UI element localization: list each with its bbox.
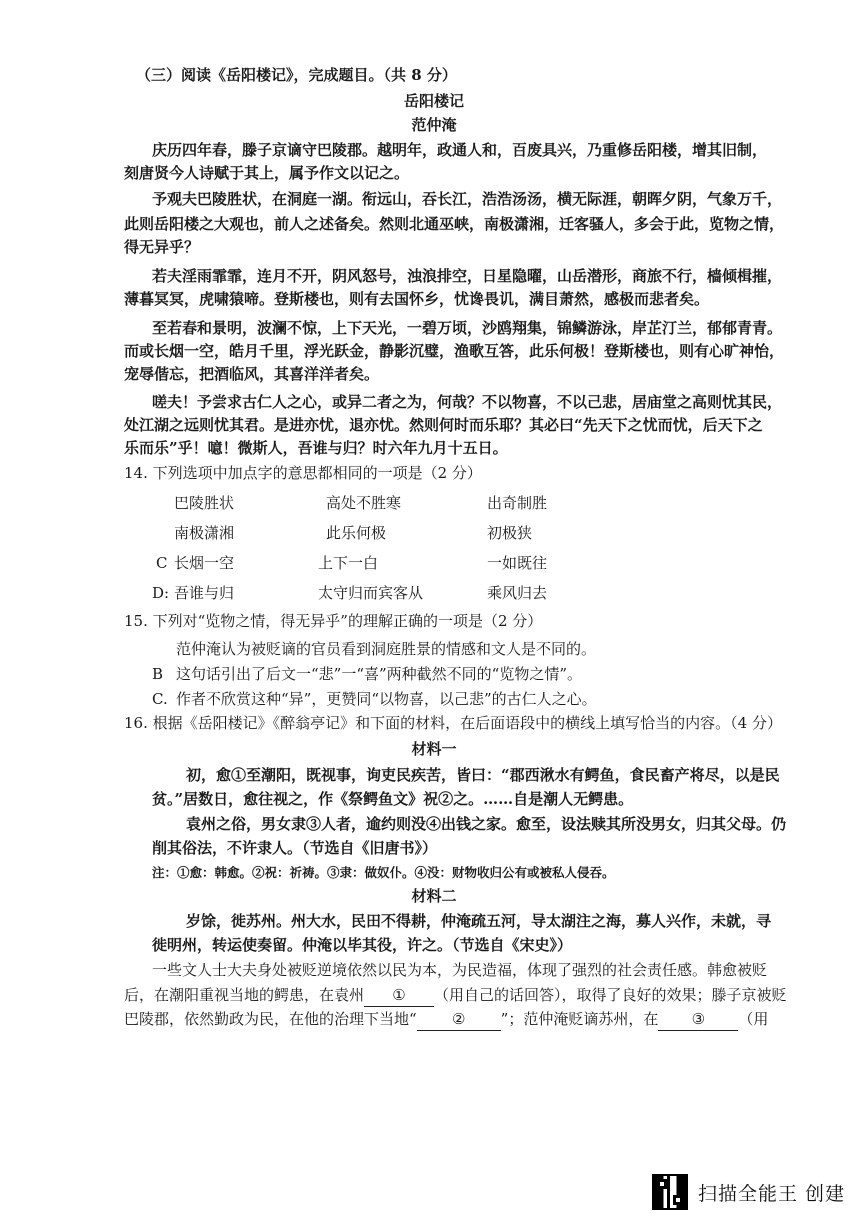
article-p4-line1: 至若春和景明，波澜不惊，上下天光，一碧万顷，沙鸥翔集，锦鳞游泳，岸芷汀兰，郁郁青青。 [152,319,783,337]
answer-blank-1[interactable]: ① [364,984,434,1007]
article-p5-line3: 乐而乐”乎！噫！微斯人，吾谁与归？时六年九月十五日。 [124,439,508,457]
article-p4-line2: 而或长烟一空，皓月千里，浮光跃金，静影沉璧，渔歌互答，此乐何极！登斯楼也，则有心旷神怡， [124,342,785,360]
article-p3-line1: 若夫淫雨霏霏，连月不开，阴风怒号，浊浪排空，日星隐曜，山岳潜形，商旅不行，樯倾楫摧， [152,267,783,285]
q14-c-word2: 上下一白 [318,554,379,572]
article-p5-line2: 处江湖之远则忧其君。是进亦忧，退亦忧。然则何时而乐耶？其必曰“先天下之忧而忧，后天下之 [124,416,763,434]
exam-page: （三）阅读《岳阳楼记》，完成题目。（共 8 分） 岳阳楼记 范仲淹 庆历四年春，滕子京谪守巴陵郡。越明年，政通人和，百废具兴，乃重修岳阳楼，增其旧制， 刻唐贤今人诗赋于其上，属予作文以记之。 予观夫巴陵胜状，在洞庭一湖。衔远山，吞长江，浩浩汤汤，横无际涯，朝晖夕阴，气象万千， 此则岳阳楼之大观也，前人之述备矣。然则北通巫峡，南极潇湘，迁客骚人，多会于此，览物之情， 得无异乎？ 若夫淫雨霏霏，连月不开，阴风怒号，浊浪排空，日星隐曜，山岳潜形，商旅不行，樯倾楫摧， 薄暮冥冥，虎啸猿啼。登斯楼也，则有去国怀乡，忧谗畏讥，满目萧然，感极而悲者矣。 至若春和景明，波澜不惊，上下天光，一碧万顷，沙鸥翔集，锦鳞游泳，岸芷汀兰，郁郁青青。 而或长烟一空，皓月千里，浮光跃金，静影沉璧，渔歌互答，此乐何极！登斯楼也，则有心旷神怡， 宠辱偕忘，把酒临风，其喜洋洋者矣。 嗟夫！予尝求古仁人之心，或异二者之为，何哉？不以物喜，不以己悲，居庙堂之高则忧其民， 处江湖之远则忧其君。是进亦忧，退亦忧。然则何时而乐耶？其必曰“先天下之忧而忧，后天下之 乐而乐”乎！噫！微斯人，吾谁与归？时六年九月十五日。 14. 下列选项中加点字的意思都相同的一项是（2 分） 巴陵胜状 高处不胜寒 出奇制胜 南极潇湘 此乐何极 初极狭 C 长烟一空 上下一白 一如既往 D: 吾谁与归 太守归而宾客从 乘风归去 15. 下列对“览物之情，得无异乎”的理解正确的一项是（2 分） 范仲淹认为被贬谪的官员看到洞庭胜景的情感和文人是不同的。 B 这句话引出了后文一“悲”一“喜”两种截然不同的“览物之情”。 C. 作者不欣赏这种“异”，更赞同“以物喜，以己悲”的古仁人之心。 16. 根据《岳阳楼记》《醉翁亭记》和下面的材料，在后面语段中的横线上填写恰当的内容。（4 分） 材料一 初，愈①至潮阳，既视事，询吏民疾苦，皆曰：“郡西湫水有鳄鱼，食民畜产将尽，以是民 贫。”居数日，愈往视之，作《祭鳄鱼文》祝②之。……自是潮人无鳄患。 袁州之俗，男女隶③人者，逾约则没④出钱之家。愈至，设法赎其所没男女，归其父母。仍 削其俗法，不许隶人。（节选自《旧唐书》） 注：①愈：韩愈。②祝：祈祷。③隶：做奴仆。④没：财物收归公有或被私人侵吞。 材料二 岁馀，徙苏州。州大水，民田不得耕，仲淹疏五河，导太湖注之海，募人兴作，未就，寻 徙明州，转运使奏留。仲淹以毕其役，许之。（节选自《宋史》） 一些文人士大夫身处被贬逆境依然以民为本，为民造福，体现了强烈的社会责任感。韩愈被贬 后，在潮阳重视当地的鳄患，在袁州 ① （用自己的话回答），取得了良好的效果；滕子京被贬 巴陵郡，依然勤政为民，在他的治理下当地“ ② ”；范仲淹贬谪苏州，在 ③ （用 扫描全能王 创建 [0,0,868,1227]
q14-b-word3: 初极狭 [487,524,533,542]
article-p4-line3: 宠辱偕忘，把酒临风，其喜洋洋者矣。 [124,365,380,383]
material-1-line1: 初，愈①至潮阳，既视事，询吏民疾苦，皆曰：“郡西湫水有鳄鱼，食民畜产将尽，以是民 [186,766,780,784]
q14-c-word3: 一如既往 [487,554,548,572]
qr-code-icon [652,1174,688,1210]
q16-stem: 16. 根据《岳阳楼记》《醉翁亭记》和下面的材料，在后面语段中的横线上填写恰当的内容。（4 分） [124,714,782,732]
article-p1-line1: 庆历四年春，滕子京谪守巴陵郡。越明年，政通人和，百废具兴，乃重修岳阳楼，增其旧制， [152,141,768,159]
q14-c-word1: 长烟一空 [174,554,235,572]
material-1b-line2: 削其俗法，不许隶人。（节选自《旧唐书》） [152,839,438,857]
q14-d-word1: 吾谁与归 [174,584,235,602]
material-2-title: 材料二 [411,887,457,905]
paragraph-line1: 一些文人士大夫身处被贬逆境依然以民为本，为民造福，体现了强烈的社会责任感。韩愈被贬 [152,961,768,979]
material-2-line1: 岁馀，徙苏州。州大水，民田不得耕，仲淹疏五河，导太湖注之海，募人兴作，未就，寻 [186,912,772,930]
paragraph-line3: 巴陵郡，依然勤政为民，在他的治理下当地“ ② ”；范仲淹贬谪苏州，在 ③ （用 [124,1008,768,1031]
article-p1-line2: 刻唐贤今人诗赋于其上，属予作文以记之。 [124,164,410,182]
material-1-title: 材料一 [411,740,457,758]
material-1-note: 注：①愈：韩愈。②祝：祈祷。③隶：做奴仆。④没：财物收归公有或被私人侵吞。 [152,865,615,880]
article-p3-line2: 薄暮冥冥，虎啸猿啼。登斯楼也，则有去国怀乡，忧谗畏讥，满目萧然，感极而悲者矣。 [124,290,710,308]
article-author: 范仲淹 [411,116,457,134]
article-title: 岳阳楼记 [403,92,464,110]
article-p5-line1: 嗟夫！予尝求古仁人之心，或异二者之为，何哉？不以物喜，不以己悲，居庙堂之高则忧其民， [152,393,783,411]
section-title: （三）阅读《岳阳楼记》，完成题目。（共 8 分） [136,66,457,84]
q15-stem: 15. 下列对“览物之情，得无异乎”的理解正确的一项是（2 分） [124,612,543,630]
q14-a-word2: 高处不胜寒 [326,494,402,512]
q14-a-word3: 出奇制胜 [487,494,548,512]
q14-b-word2: 此乐何极 [326,524,387,542]
answer-blank-3[interactable]: ③ [658,1008,738,1031]
material-1b-line1: 袁州之俗，男女隶③人者，逾约则没④出钱之家。愈至，设法赎其所没男女，归其父母。仍 [186,815,787,833]
q14-d-word2: 太守归而宾客从 [318,584,424,602]
q14-stem: 14. 下列选项中加点字的意思都相同的一项是（2 分） [124,464,482,482]
material-2-line2: 徙明州，转运使奏留。仲淹以毕其役，许之。（节选自《宋史》） [152,936,573,954]
article-p2-line3: 得无异乎？ [124,238,200,256]
paragraph-line2: 后，在潮阳重视当地的鳄患，在袁州 ① （用自己的话回答），取得了良好的效果；滕子京被贬 [124,984,787,1007]
material-1-line2: 贫。”居数日，愈往视之，作《祭鳄鱼文》祝②之。……自是潮人无鳄患。 [152,790,634,808]
q14-a-word1: 巴陵胜状 [174,494,235,512]
answer-blank-2[interactable]: ② [417,1008,501,1031]
q14-b-word1: 南极潇湘 [174,524,235,542]
q14-d-word3: 乘风归去 [487,584,548,602]
scanner-brand: 扫描全能王 创建 [698,1182,846,1205]
article-p2-line1: 予观夫巴陵胜状，在洞庭一湖。衔远山，吞长江，浩浩汤汤，横无际涯，朝晖夕阴，气象万千， [152,190,783,208]
article-p2-line2: 此则岳阳楼之大观也，前人之述备矣。然则北通巫峡，南极潇湘，迁客骚人，多会于此，览物之情， [124,215,785,233]
scanner-watermark [652,1172,845,1212]
